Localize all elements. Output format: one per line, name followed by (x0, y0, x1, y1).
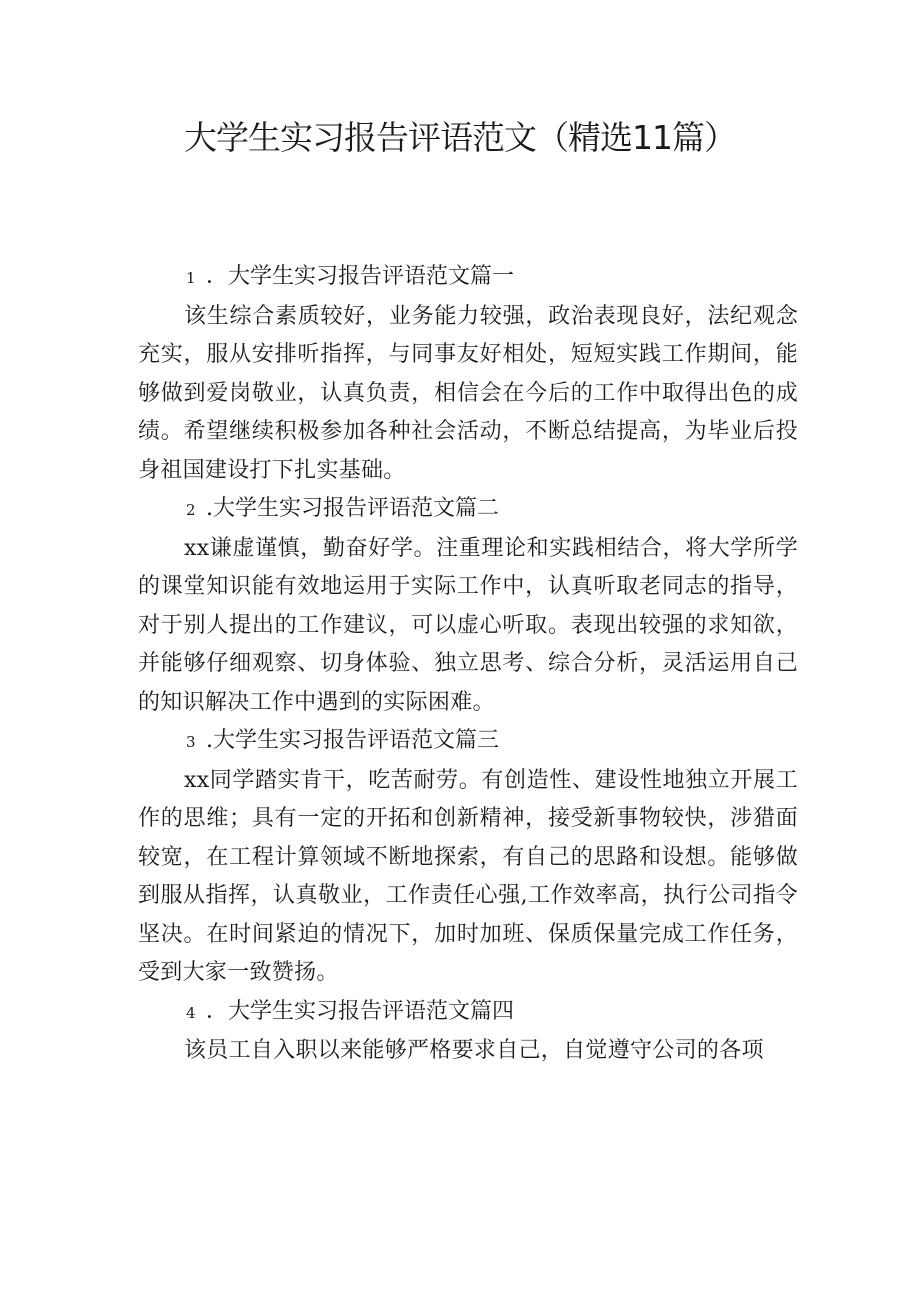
section-3 (138, 722, 798, 993)
section-paragraph: xx同学踏实肯干，吃苦耐劳。有创造性、建设性地独立开展工作的思维；具有一定的开拓和创新精神，接受新事物较快，涉猎面较宽，在工程计算领域不断地探索，有自己的思路和设想。能够做到服从指挥，认真敬业，工作责任心强,工作效率高，执行公司指令坚决。在时间紧迫的情况下，加时加班、保质保量完成工作任务，受到大家一致赞扬。 (138, 767, 798, 985)
section-heading-text: .大学生实习报告评语范文篇二 (206, 496, 499, 521)
section-number: 1 (186, 269, 196, 287)
section-1 (138, 258, 798, 490)
document-title: 大学生实习报告评语范文（精选11篇） (184, 118, 736, 157)
section-number: 2 (186, 501, 196, 519)
document-body (138, 258, 798, 1071)
section-paragraph: 该生综合素质较好，业务能力较强，政治表现良好，法纪观念充实，服从安排听指挥，与同事友好相处，短短实践工作期间，能够做到爱岗敬业，认真负责，相信会在今后的工作中取得出色的成绩。希望继续积极参加各种社会活动，不断总结提高，为毕业后投身祖国建设打下扎实基础。 (138, 303, 798, 483)
section-heading-text: .大学生实习报告评语范文篇三 (206, 728, 499, 753)
section-heading-text: ．大学生实习报告评语范文篇一 (206, 264, 515, 289)
section-heading-text: ．大学生实习报告评语范文篇四 (206, 998, 515, 1024)
section-heading (138, 993, 798, 1033)
section-paragraph: xx谦虚谨慎，勤奋好学。注重理论和实践相结合，将大学所学的课堂知识能有效地运用于实际工作中，认真听取老同志的指导，对于别人提出的工作建议，可以虚心听取。表现出较强的求知欲，并能够仔细观察、切身体验、独立思考、综合分析，灵活运用自己的知识解决工作中遇到的实际困难。 (138, 535, 798, 715)
section-heading (138, 258, 798, 298)
section-heading (138, 722, 798, 762)
section-2 (138, 490, 798, 722)
section-number: 4 (186, 1003, 196, 1022)
section-paragraph: 该员工自入职以来能够严格要求自己，自觉遵守公司的各项 (184, 1038, 764, 1063)
section-heading (138, 490, 798, 530)
section-4 (138, 993, 798, 1071)
section-number: 3 (186, 733, 196, 751)
